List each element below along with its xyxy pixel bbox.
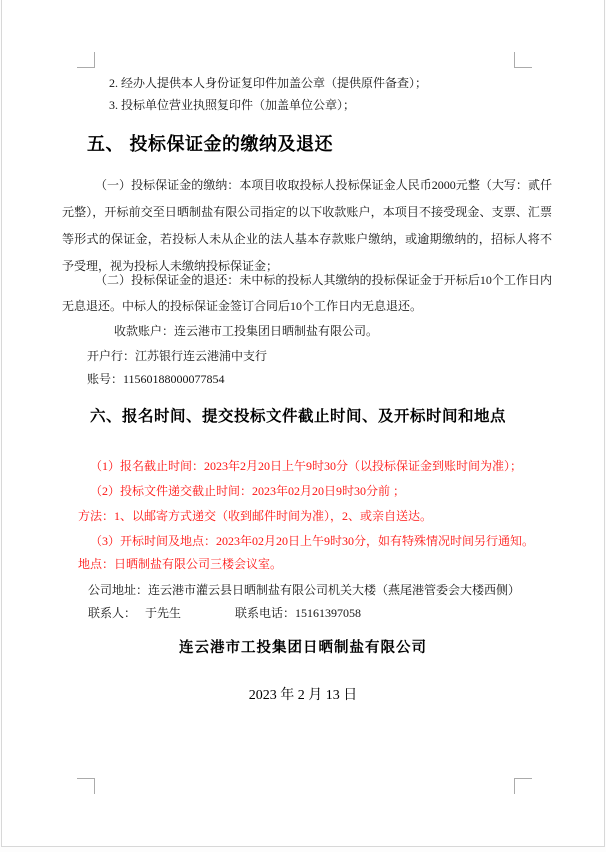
bid-opening-time-line: （3）开标时间及地点：2023年02月20日上午9时30分，如有特殊情况时间另行通知。 bbox=[90, 534, 535, 548]
submission-deadline-line: （2）投标文件递交截止时间：2023年02月20日9时30分前 ； bbox=[90, 484, 406, 498]
list-item-3: 3. 投标单位营业执照复印件（加盖单位公章）； bbox=[109, 98, 356, 112]
section6-heading: 六、报名时间、提交投标文件截止时间、及开标时间和地点 bbox=[90, 408, 507, 425]
account-number-line: 账号：11560188000077854 bbox=[87, 372, 225, 386]
payee-line: 收款账户：连云港市工投集团日晒制盐有限公司。 bbox=[114, 324, 379, 338]
contact-phone bbox=[235, 606, 361, 621]
crop-mark-top-left bbox=[77, 52, 95, 68]
bid-opening-venue-line: 地点：日晒制盐有限公司三楼会议室。 bbox=[78, 557, 283, 571]
crop-mark-bottom-left bbox=[77, 778, 95, 794]
section5-heading: 五、 投标保证金的缴纳及退还 bbox=[87, 134, 333, 154]
submission-method-line: 方法：1、以邮寄方式递交（收到邮件时间为准），2、或亲自送达。 bbox=[78, 509, 433, 523]
document-page bbox=[1, 0, 605, 847]
phone-label: 联系电话： bbox=[235, 606, 296, 620]
crop-mark-top-right bbox=[514, 52, 532, 68]
section5-paragraph-payment: （一）投标保证金的缴纳：本项目收取投标人投标保证金人民币2000元整（大写：贰仟元整），开标前交至日晒制盐有限公司指定的以下收款账户，本项目不接受现金、支票、汇票等形式的保证金，若投标人未从企业的法人基本存款账户缴纳，或逾期缴纳的，招标人将不予受理，视为投标人未缴纳投标保证金； bbox=[62, 178, 552, 273]
signature-company: 连云港市工投集团日晒制盐有限公司 bbox=[179, 640, 427, 656]
contact-label: 联系人： bbox=[88, 606, 137, 620]
company-address-line: 公司地址：连云港市灌云县日晒制盐有限公司机关大楼（燕尾港管委会大楼西侧） bbox=[88, 583, 521, 597]
bank-line: 开户行：江苏银行连云港浦中支行 bbox=[87, 349, 268, 363]
crop-mark-bottom-right bbox=[514, 778, 532, 794]
registration-deadline-line: （1）报名截止时间：2023年2月20日上午9时30分（以投标保证金到账时间为准）； bbox=[90, 459, 523, 473]
list-item-2: 2. 经办人提供本人身份证复印件加盖公章（提供原件备查）； bbox=[109, 76, 428, 90]
signature-date: 2023 年 2 月 13 日 bbox=[248, 688, 358, 703]
section5-paragraph-refund: （二）投标保证金的退还：未中标的投标人其缴纳的投标保证金于开标后10个工作日内无息退还。中标人的投标保证金签订合同后10个工作日内无息退还。 bbox=[62, 273, 552, 313]
contact-name: 于先生 bbox=[145, 606, 182, 620]
phone-number: 15161397058 bbox=[295, 606, 362, 620]
